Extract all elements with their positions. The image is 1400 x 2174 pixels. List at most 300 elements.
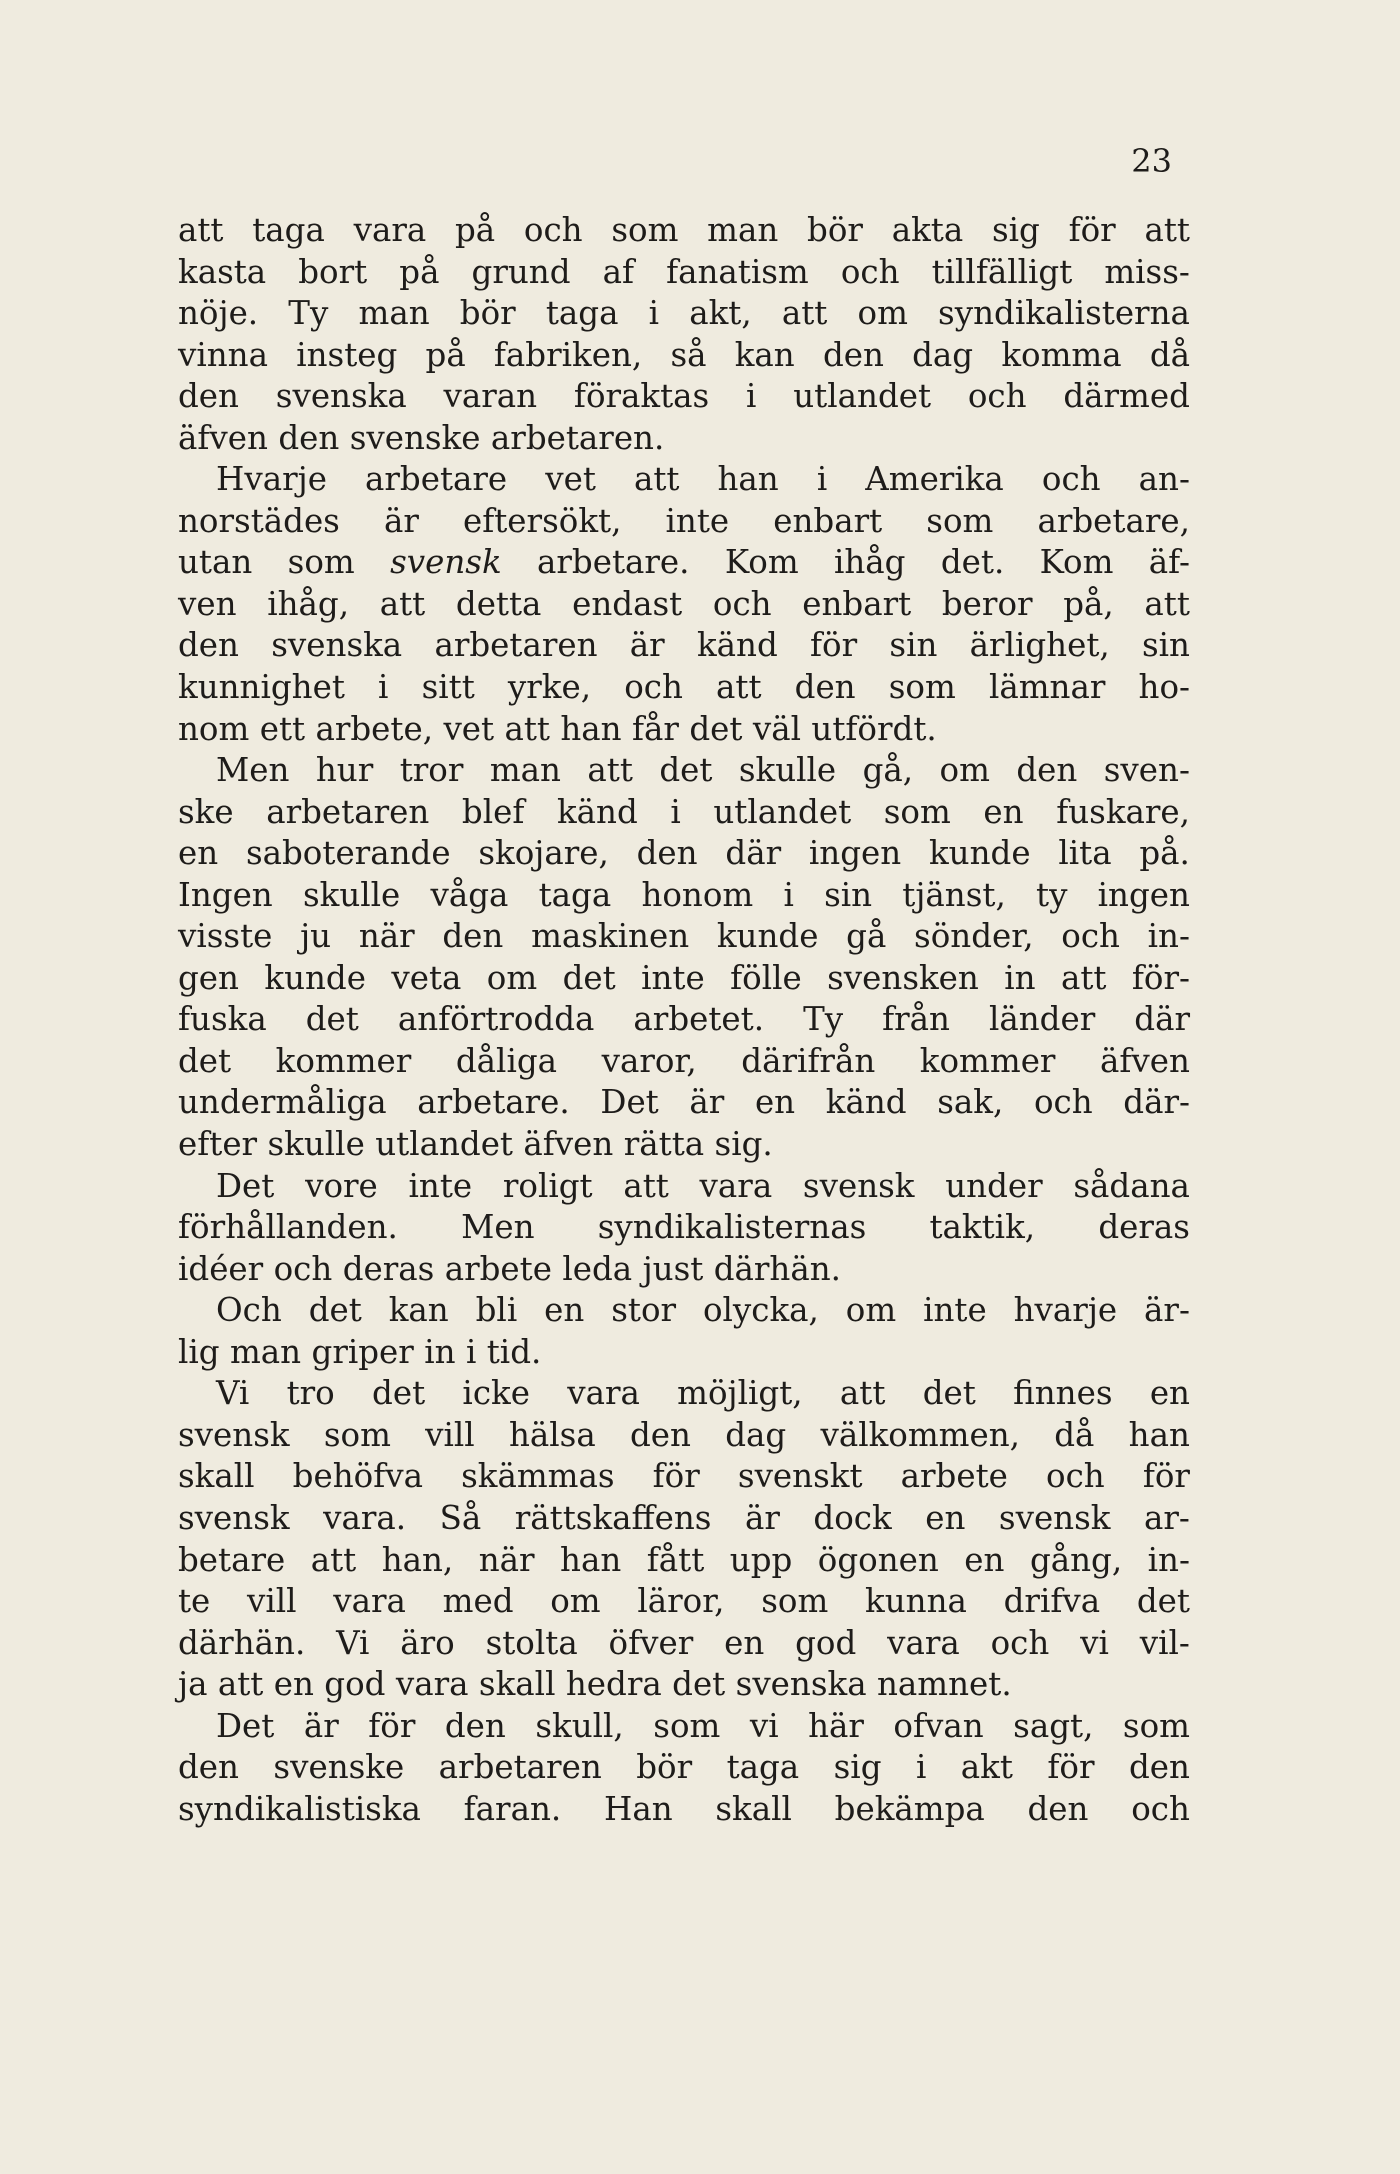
word: som bbox=[888, 668, 956, 707]
word: svensk bbox=[802, 1166, 915, 1205]
word: skulle bbox=[738, 751, 837, 790]
word: får bbox=[632, 709, 679, 748]
word: akt, bbox=[689, 294, 752, 333]
word: roligt bbox=[502, 1166, 593, 1205]
text-line bbox=[178, 1706, 1190, 1748]
word: en bbox=[754, 1083, 796, 1122]
word: det bbox=[372, 1374, 426, 1413]
word: in- bbox=[1147, 1540, 1190, 1579]
word: i bbox=[783, 875, 794, 914]
word: sönder, bbox=[914, 917, 1034, 956]
word: utlandet bbox=[793, 377, 932, 416]
word: beror bbox=[941, 584, 1033, 623]
word: eftersökt, bbox=[462, 501, 622, 540]
word: han bbox=[560, 709, 622, 748]
word: ett bbox=[259, 709, 306, 748]
word: lämnar bbox=[988, 668, 1106, 707]
word: väl bbox=[752, 709, 801, 748]
word: det bbox=[178, 1041, 232, 1080]
word: enbart bbox=[773, 501, 883, 540]
word: äf- bbox=[1148, 543, 1190, 582]
word: syndikalisternas bbox=[597, 1208, 867, 1247]
word: veta bbox=[391, 958, 462, 997]
word: och bbox=[1046, 1457, 1105, 1496]
word: kasta bbox=[178, 252, 267, 291]
word: anförtrodda bbox=[397, 1000, 595, 1039]
word: våga bbox=[430, 875, 509, 914]
word: bör bbox=[459, 294, 516, 333]
word: kunnighet bbox=[178, 668, 345, 707]
word: när bbox=[358, 917, 415, 956]
word: och bbox=[1033, 1083, 1093, 1122]
word: äro bbox=[400, 1623, 455, 1662]
word: en bbox=[964, 1540, 1005, 1579]
word: Och bbox=[216, 1291, 282, 1330]
word: hur bbox=[315, 751, 374, 790]
text-line bbox=[178, 418, 1190, 460]
word: man bbox=[358, 294, 430, 333]
word: den bbox=[1128, 1748, 1190, 1787]
word: stolta bbox=[485, 1623, 578, 1662]
word: arbetaren bbox=[266, 792, 430, 831]
word: och bbox=[712, 584, 772, 623]
word: skämmas bbox=[461, 1457, 615, 1496]
word: arbetare, bbox=[1037, 501, 1190, 540]
word: att bbox=[1144, 211, 1190, 249]
word: dock bbox=[813, 1498, 892, 1537]
word: och bbox=[1061, 917, 1120, 956]
word: ty bbox=[1036, 875, 1068, 914]
word: Men bbox=[216, 751, 290, 790]
word: och bbox=[1131, 1789, 1190, 1828]
word: som bbox=[323, 1415, 391, 1454]
word: insteg bbox=[296, 335, 398, 374]
word: om bbox=[486, 958, 538, 997]
word: det. bbox=[940, 543, 1005, 582]
word: där- bbox=[1123, 1083, 1190, 1122]
word: vara bbox=[567, 1374, 640, 1413]
word: skulle bbox=[267, 1125, 365, 1164]
word: fått bbox=[646, 1540, 705, 1579]
word: inte bbox=[641, 958, 705, 997]
text-line bbox=[178, 1664, 1190, 1706]
text-line bbox=[178, 1747, 1190, 1789]
word: en bbox=[1149, 1374, 1190, 1413]
word: vara bbox=[395, 1665, 469, 1704]
word: Ty bbox=[288, 294, 329, 333]
page-number: 23 bbox=[1131, 142, 1172, 180]
word: bör bbox=[636, 1748, 693, 1787]
word: förhållanden. bbox=[178, 1208, 398, 1247]
word: gen bbox=[178, 958, 239, 997]
word: icke bbox=[462, 1374, 530, 1413]
word: en bbox=[273, 1665, 314, 1704]
text-line bbox=[178, 501, 1190, 543]
word: arbetare. bbox=[417, 1083, 570, 1122]
word: deras bbox=[1098, 1208, 1190, 1247]
word: kan bbox=[388, 1291, 449, 1330]
word: och bbox=[990, 1623, 1050, 1662]
word: att bbox=[504, 709, 550, 748]
word: och bbox=[840, 252, 900, 291]
word: utan bbox=[178, 543, 253, 582]
word: att bbox=[633, 460, 680, 499]
word: maskinen bbox=[531, 917, 690, 956]
text-line bbox=[178, 833, 1190, 875]
word: gång, bbox=[1029, 1540, 1123, 1579]
word: sin bbox=[824, 875, 873, 914]
text-line bbox=[178, 875, 1190, 917]
word: det bbox=[659, 751, 713, 790]
word: vara. bbox=[323, 1498, 407, 1537]
word: fabriken, bbox=[493, 335, 643, 374]
word: enbart bbox=[802, 584, 912, 623]
word: vill bbox=[425, 1415, 475, 1454]
word: Så bbox=[439, 1498, 482, 1537]
word: det bbox=[672, 1665, 726, 1704]
word: sin bbox=[889, 626, 938, 665]
text-line bbox=[178, 1415, 1190, 1457]
word: visste bbox=[178, 917, 273, 956]
word: känd bbox=[696, 626, 778, 665]
word: bort bbox=[298, 252, 368, 291]
word: man bbox=[489, 751, 561, 790]
text-line bbox=[178, 1166, 1190, 1208]
word: Han bbox=[603, 1789, 673, 1828]
word: därhän. bbox=[713, 1249, 841, 1288]
word: på bbox=[399, 252, 440, 291]
word: nöje. bbox=[178, 294, 259, 333]
word: sven- bbox=[1103, 751, 1190, 790]
word: han, bbox=[381, 1540, 454, 1579]
word: den bbox=[794, 668, 856, 707]
word: namnet. bbox=[876, 1665, 1012, 1704]
word: för bbox=[1047, 1748, 1095, 1787]
word: skall bbox=[715, 1789, 792, 1828]
text-line bbox=[178, 252, 1190, 294]
word: för bbox=[810, 626, 858, 665]
word: en bbox=[724, 1623, 765, 1662]
word: svenske bbox=[349, 418, 481, 457]
word: svensk bbox=[178, 1415, 290, 1454]
word: in bbox=[424, 1332, 456, 1371]
word: drifva bbox=[1003, 1582, 1101, 1621]
text-line bbox=[178, 1041, 1190, 1083]
text-line bbox=[178, 1623, 1190, 1665]
word: just bbox=[642, 1249, 704, 1288]
word: i bbox=[670, 792, 681, 831]
word: den bbox=[1027, 1789, 1089, 1828]
word: i bbox=[915, 1748, 927, 1787]
text-line bbox=[178, 1332, 1190, 1374]
word: hedra bbox=[565, 1665, 662, 1704]
word: betare bbox=[178, 1540, 286, 1579]
word: en bbox=[544, 1291, 585, 1330]
word: han bbox=[717, 460, 779, 499]
word: den bbox=[442, 917, 504, 956]
word: vara bbox=[333, 1582, 406, 1621]
word: den bbox=[822, 335, 884, 374]
word: svensk bbox=[998, 1498, 1111, 1537]
text-line bbox=[178, 584, 1190, 626]
word: från bbox=[882, 1000, 950, 1039]
text-line bbox=[178, 916, 1190, 958]
word: arbetet. bbox=[633, 1000, 765, 1039]
word: idéer bbox=[178, 1249, 264, 1288]
text-line bbox=[178, 210, 1190, 252]
word: är bbox=[689, 1083, 725, 1122]
word: Det bbox=[216, 1706, 275, 1745]
word: ögonen bbox=[817, 1540, 939, 1579]
word: Kom bbox=[724, 543, 799, 582]
word: god bbox=[324, 1665, 386, 1704]
word: Men bbox=[461, 1208, 535, 1247]
word: äfven bbox=[178, 418, 268, 457]
text-line bbox=[178, 1290, 1190, 1332]
word: vi bbox=[1080, 1623, 1109, 1662]
word: vara bbox=[699, 1166, 773, 1205]
word: är bbox=[744, 1498, 780, 1537]
word: känd bbox=[825, 1083, 907, 1122]
word: bör bbox=[807, 211, 863, 249]
word: vet bbox=[443, 709, 495, 748]
word: ju bbox=[300, 917, 332, 956]
word: att bbox=[217, 1665, 264, 1704]
word: utlandet bbox=[713, 792, 852, 831]
word: gå bbox=[846, 917, 887, 956]
word: med bbox=[442, 1582, 514, 1621]
word: varor, bbox=[601, 1041, 697, 1080]
word: i bbox=[746, 377, 757, 416]
word: svensken bbox=[827, 958, 979, 997]
word: vet bbox=[545, 460, 596, 499]
word: arbete, bbox=[315, 709, 434, 748]
word: bekämpa bbox=[834, 1789, 985, 1828]
word: leda bbox=[562, 1249, 633, 1288]
word: akta bbox=[891, 211, 964, 249]
word: ja bbox=[178, 1665, 208, 1704]
word: på. bbox=[1139, 834, 1190, 873]
word: här bbox=[808, 1706, 864, 1745]
word: saboterande bbox=[245, 834, 451, 873]
word: svenska bbox=[271, 626, 403, 665]
word: som bbox=[883, 792, 951, 831]
word: sitt bbox=[421, 668, 475, 707]
word: norstädes bbox=[178, 501, 340, 540]
word: det bbox=[689, 709, 743, 748]
word: in bbox=[1004, 958, 1036, 997]
word: Vi bbox=[336, 1623, 370, 1662]
word: att bbox=[781, 294, 828, 333]
word: stor bbox=[611, 1291, 677, 1330]
word: den bbox=[1016, 751, 1078, 790]
word: som bbox=[611, 211, 679, 249]
word: svensk bbox=[390, 543, 502, 582]
word: vill bbox=[247, 1582, 297, 1621]
text-line bbox=[178, 1540, 1190, 1582]
word: och bbox=[624, 668, 683, 707]
word: sig bbox=[991, 211, 1040, 249]
word: in- bbox=[1147, 917, 1190, 956]
word: svenske bbox=[273, 1748, 405, 1787]
word: taga bbox=[538, 875, 612, 914]
word: undermåliga bbox=[178, 1083, 387, 1122]
text-line bbox=[178, 1373, 1190, 1415]
word: svenskt bbox=[737, 1457, 863, 1496]
word: skull, bbox=[535, 1706, 624, 1745]
word: ärlighet, bbox=[969, 626, 1110, 665]
word: tjänst, bbox=[902, 875, 1006, 914]
word: om bbox=[845, 1291, 897, 1330]
word: ingen bbox=[1097, 875, 1190, 914]
word: en bbox=[983, 792, 1024, 831]
word: komma bbox=[1001, 335, 1122, 374]
text-line bbox=[178, 1498, 1190, 1540]
word: svenska bbox=[735, 1665, 867, 1704]
text-line bbox=[178, 335, 1190, 377]
body-text bbox=[178, 210, 1190, 1830]
word: skall bbox=[478, 1665, 556, 1704]
word: vil- bbox=[1139, 1623, 1190, 1662]
word: länder bbox=[988, 1000, 1096, 1039]
text-line bbox=[178, 1456, 1190, 1498]
word: den bbox=[178, 377, 239, 416]
text-line bbox=[178, 1581, 1190, 1623]
word: som bbox=[287, 543, 355, 582]
word: ske bbox=[178, 792, 234, 831]
word: tillfälligt bbox=[931, 252, 1073, 291]
word: dag bbox=[725, 1415, 787, 1454]
word: för bbox=[368, 1706, 416, 1745]
word: kommer bbox=[275, 1041, 412, 1080]
word: lig bbox=[178, 1332, 220, 1371]
word: ho- bbox=[1138, 668, 1190, 707]
text-line bbox=[178, 293, 1190, 335]
word: det bbox=[562, 958, 616, 997]
text-line bbox=[178, 542, 1190, 584]
word: kunde bbox=[716, 917, 819, 956]
word: hvarje bbox=[1013, 1291, 1118, 1330]
word: af bbox=[602, 252, 635, 291]
word: syndikalisterna bbox=[938, 294, 1190, 333]
word: taga bbox=[726, 1748, 800, 1787]
word: fanatism bbox=[666, 252, 809, 291]
word: arbetaren bbox=[438, 1748, 602, 1787]
word: att bbox=[178, 211, 224, 249]
word: arbetaren. bbox=[490, 418, 665, 457]
word: dåliga bbox=[455, 1041, 558, 1080]
word: svensk bbox=[178, 1498, 290, 1537]
word: olycka, bbox=[702, 1291, 819, 1330]
word: därmed bbox=[1063, 377, 1190, 416]
word: det bbox=[922, 1374, 976, 1413]
word: där bbox=[1134, 1000, 1190, 1039]
word: det bbox=[305, 1000, 359, 1039]
word: fölle bbox=[730, 958, 802, 997]
word: efter bbox=[178, 1125, 258, 1164]
word: honom bbox=[641, 875, 754, 914]
word: då bbox=[1149, 335, 1190, 374]
text-line bbox=[178, 1249, 1190, 1291]
word: deras bbox=[342, 1249, 435, 1288]
word: och bbox=[1041, 460, 1101, 499]
text-line bbox=[178, 376, 1190, 418]
word: Vi bbox=[216, 1374, 250, 1413]
word: skojare, bbox=[478, 834, 609, 873]
word: rätta bbox=[623, 1125, 705, 1164]
word: att bbox=[623, 1166, 669, 1205]
word: ven bbox=[178, 584, 237, 623]
word: ofvan bbox=[893, 1706, 984, 1745]
word: då bbox=[1054, 1415, 1095, 1454]
word: att bbox=[839, 1374, 886, 1413]
word: öfver bbox=[608, 1623, 694, 1662]
word: grund bbox=[471, 252, 571, 291]
word: fuska bbox=[178, 1000, 267, 1039]
word: gå, bbox=[862, 751, 914, 790]
word: därifrån bbox=[741, 1041, 876, 1080]
text-line bbox=[178, 1124, 1190, 1166]
word: ihåg, bbox=[267, 584, 350, 623]
word: den bbox=[444, 1706, 506, 1745]
word: upp bbox=[729, 1540, 793, 1579]
word: och bbox=[273, 1249, 333, 1288]
word: kunde bbox=[928, 834, 1031, 873]
word: kunna bbox=[865, 1582, 967, 1621]
word: arbetaren bbox=[434, 626, 598, 665]
word: taga bbox=[252, 211, 325, 249]
word: god bbox=[795, 1623, 857, 1662]
word: vinna bbox=[178, 335, 268, 374]
word: vara bbox=[887, 1623, 960, 1662]
word: Ty bbox=[803, 1000, 844, 1039]
word: arbete bbox=[900, 1457, 1008, 1496]
word: som bbox=[926, 501, 994, 540]
text-line bbox=[178, 709, 1190, 751]
text-line bbox=[178, 1082, 1190, 1124]
text-line bbox=[178, 958, 1190, 1000]
word: och bbox=[967, 377, 1027, 416]
word: om bbox=[857, 294, 908, 333]
word: syndikalistiska bbox=[178, 1789, 421, 1828]
word: på, bbox=[1063, 584, 1114, 623]
word: där bbox=[725, 834, 782, 873]
word: inte bbox=[923, 1291, 987, 1330]
word: sig. bbox=[714, 1125, 773, 1164]
word: bli bbox=[475, 1291, 518, 1330]
word: att bbox=[310, 1540, 357, 1579]
word: ihåg bbox=[833, 543, 906, 582]
word: miss- bbox=[1104, 252, 1190, 291]
word: sak, bbox=[937, 1083, 1004, 1122]
word: varan bbox=[443, 377, 538, 416]
word: Det bbox=[600, 1083, 659, 1122]
word: ingen bbox=[808, 834, 902, 873]
word: det bbox=[308, 1291, 362, 1330]
word: Ingen bbox=[178, 875, 273, 914]
word: te bbox=[178, 1582, 211, 1621]
text-line bbox=[178, 1207, 1190, 1249]
word: hälsa bbox=[508, 1415, 596, 1454]
word: kan bbox=[734, 335, 795, 374]
word: man bbox=[229, 1332, 302, 1371]
word: rättskaffens bbox=[514, 1498, 712, 1537]
text-line bbox=[178, 1789, 1190, 1831]
word: arbetare. bbox=[537, 543, 690, 582]
word: inte bbox=[665, 501, 730, 540]
word: taga bbox=[545, 294, 619, 333]
word: att bbox=[587, 751, 633, 790]
